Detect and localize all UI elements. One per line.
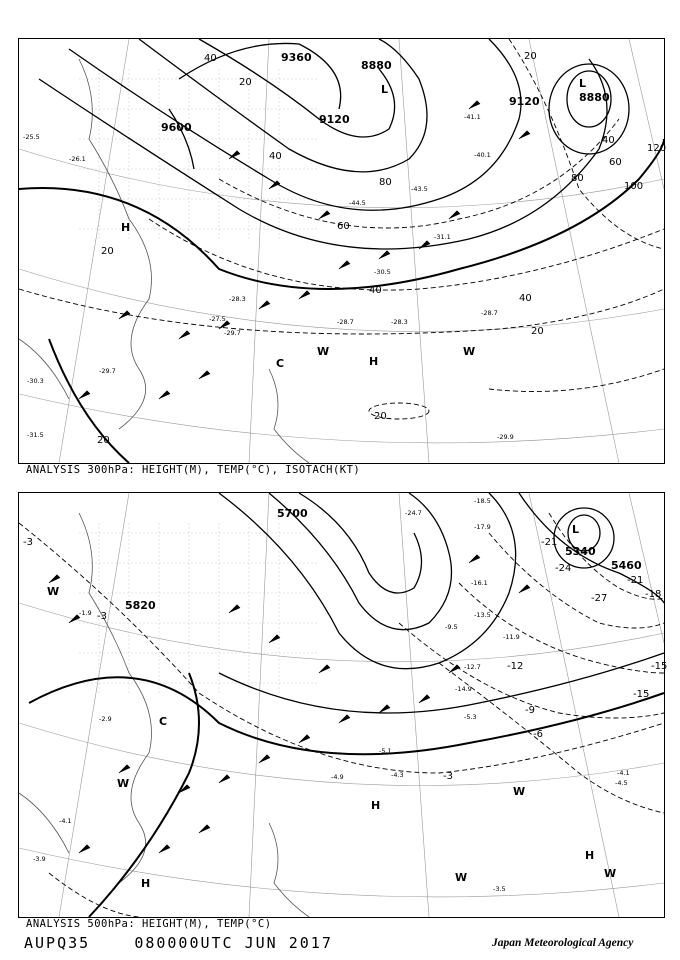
temp-label: -29.7 <box>224 329 241 337</box>
temp-label: -30.3 <box>27 377 44 385</box>
station-label: -1.9 <box>79 609 92 617</box>
station-label: -16.1 <box>471 579 488 587</box>
isotherm-label: -3 <box>443 771 453 782</box>
temp-label: -28.3 <box>229 295 246 303</box>
station-label: -9.5 <box>445 623 458 631</box>
temp-label: -28.7 <box>481 309 498 317</box>
station-label: -4.1 <box>59 817 72 825</box>
temp-label: -26.1 <box>69 155 86 163</box>
height-label: 5460 <box>611 559 642 572</box>
temp-label: -31.5 <box>27 431 44 439</box>
system-mark: L <box>572 523 580 536</box>
temp-label: -29.7 <box>99 367 116 375</box>
isotach-label: 40 <box>204 53 217 64</box>
station-label: -17.9 <box>474 523 491 531</box>
temp-label: -30.5 <box>374 268 391 276</box>
system-mark: H <box>369 355 379 368</box>
map-300hpa <box>19 39 667 463</box>
isotach-label: 40 <box>369 285 382 296</box>
chart-panel-500hpa <box>18 492 668 918</box>
system-mark: W <box>117 777 130 790</box>
system-mark: W <box>604 867 617 880</box>
system-mark: W <box>463 345 476 358</box>
height-label: 5340 <box>565 545 596 558</box>
isotach-label: 20 <box>524 51 537 62</box>
caption-500hpa: ANALYSIS 500hPa: HEIGHT(M), TEMP(°C) <box>26 918 272 930</box>
isotach-label: 40 <box>269 151 282 162</box>
temp-label: -28.3 <box>391 318 408 326</box>
height-label: 5700 <box>277 507 308 520</box>
height-label: 9600 <box>161 121 192 134</box>
map-500hpa <box>19 493 668 917</box>
temp-label: -31.1 <box>434 233 451 241</box>
system-mark: W <box>317 345 330 358</box>
height-label: 9360 <box>281 51 312 64</box>
station-label: -4.3 <box>391 771 404 779</box>
isotherm-label: -18 <box>645 589 662 600</box>
isotherm-label: -3 <box>97 611 107 622</box>
wind-barbs <box>49 555 530 853</box>
system-mark: H <box>371 799 381 812</box>
coastline <box>19 59 309 463</box>
chart-code: AUPQ35 <box>24 934 91 952</box>
station-label: -4.5 <box>615 779 628 787</box>
isotach-label: 40 <box>602 135 615 146</box>
isotach-label: 20 <box>239 77 252 88</box>
isotach-label: 80 <box>379 177 392 188</box>
system-mark: L <box>381 83 389 96</box>
station-label: -4.9 <box>331 773 344 781</box>
terrain-grid <box>79 523 319 693</box>
isotach-label: 80 <box>571 173 584 184</box>
agency-name: Japan Meteorological Agency <box>492 937 634 949</box>
system-mark: H <box>141 877 151 890</box>
isotherm-label: -21 <box>541 537 558 548</box>
station-labels <box>33 497 630 893</box>
temp-label: -44.5 <box>349 199 366 207</box>
station-label: -24.7 <box>405 509 422 517</box>
height-labels <box>125 507 642 612</box>
isotherm-label: -3 <box>23 537 33 548</box>
valid-time: 080000UTC JUN 2017 <box>134 934 333 952</box>
isotherm-label: -21 <box>627 575 644 586</box>
station-label: -2.9 <box>99 715 112 723</box>
isotach-label: 100 <box>624 181 644 192</box>
station-label: -5.3 <box>464 713 477 721</box>
station-label: -5.1 <box>379 747 392 755</box>
station-label: -4.1 <box>617 769 630 777</box>
chart-panel-300hpa <box>18 38 665 464</box>
height-label: 9120 <box>319 113 350 126</box>
temp-label: -28.7 <box>337 318 354 326</box>
isotach-label: 20 <box>531 326 544 337</box>
system-mark: L <box>579 77 587 90</box>
isotherm-label: -27 <box>591 593 608 604</box>
station-label: -3.9 <box>33 855 46 863</box>
temp-label: -29.9 <box>497 433 514 441</box>
system-mark: W <box>455 871 468 884</box>
isotherm-label: -12 <box>507 661 524 672</box>
system-mark: W <box>47 585 60 598</box>
isotach-label: 40 <box>519 293 532 304</box>
temp-label: -27.5 <box>209 315 226 323</box>
height-label: 9120 <box>509 95 540 108</box>
height-contours <box>29 673 664 917</box>
temp-label: -43.5 <box>411 185 428 193</box>
isotach-label: 120 <box>647 143 667 154</box>
system-mark: W <box>513 785 526 798</box>
system-mark: C <box>159 715 168 728</box>
system-mark: C <box>276 357 285 370</box>
isotherm-labels <box>23 537 667 782</box>
system-mark: H <box>121 221 131 234</box>
chart-identifier <box>24 934 333 952</box>
isotherm-label: -15 <box>633 689 650 700</box>
height-label: 5820 <box>125 599 156 612</box>
isotach-label: 20 <box>374 411 387 422</box>
station-label: -11.9 <box>503 633 520 641</box>
isotach-label: 20 <box>97 435 110 446</box>
temp-labels <box>23 113 514 441</box>
height-label: 8880 <box>361 59 392 72</box>
temp-label: -41.1 <box>464 113 481 121</box>
isotach-label: 20 <box>101 246 114 257</box>
isotherm-label: -6 <box>533 729 543 740</box>
station-label: -18.5 <box>474 497 491 505</box>
isotherm-label: -24 <box>555 563 572 574</box>
height-contours-thin <box>39 39 629 249</box>
station-label: -13.5 <box>474 611 491 619</box>
caption-300hpa: ANALYSIS 300hPa: HEIGHT(M), TEMP(°C), ISOTACH(KT) <box>26 464 361 476</box>
station-label: -12.7 <box>464 663 481 671</box>
station-label: -3.5 <box>493 885 506 893</box>
height-label: 8880 <box>579 91 610 104</box>
isotach-label: 60 <box>337 221 350 232</box>
temp-label: -40.1 <box>474 151 491 159</box>
temp-label: -25.5 <box>23 133 40 141</box>
isotherm-label: -15 <box>651 661 668 672</box>
station-label: -14.9 <box>455 685 472 693</box>
terrain-grid <box>79 69 319 239</box>
isotherm-label: -9 <box>525 705 535 716</box>
system-mark: H <box>585 849 595 862</box>
isotach-label: 60 <box>609 157 622 168</box>
